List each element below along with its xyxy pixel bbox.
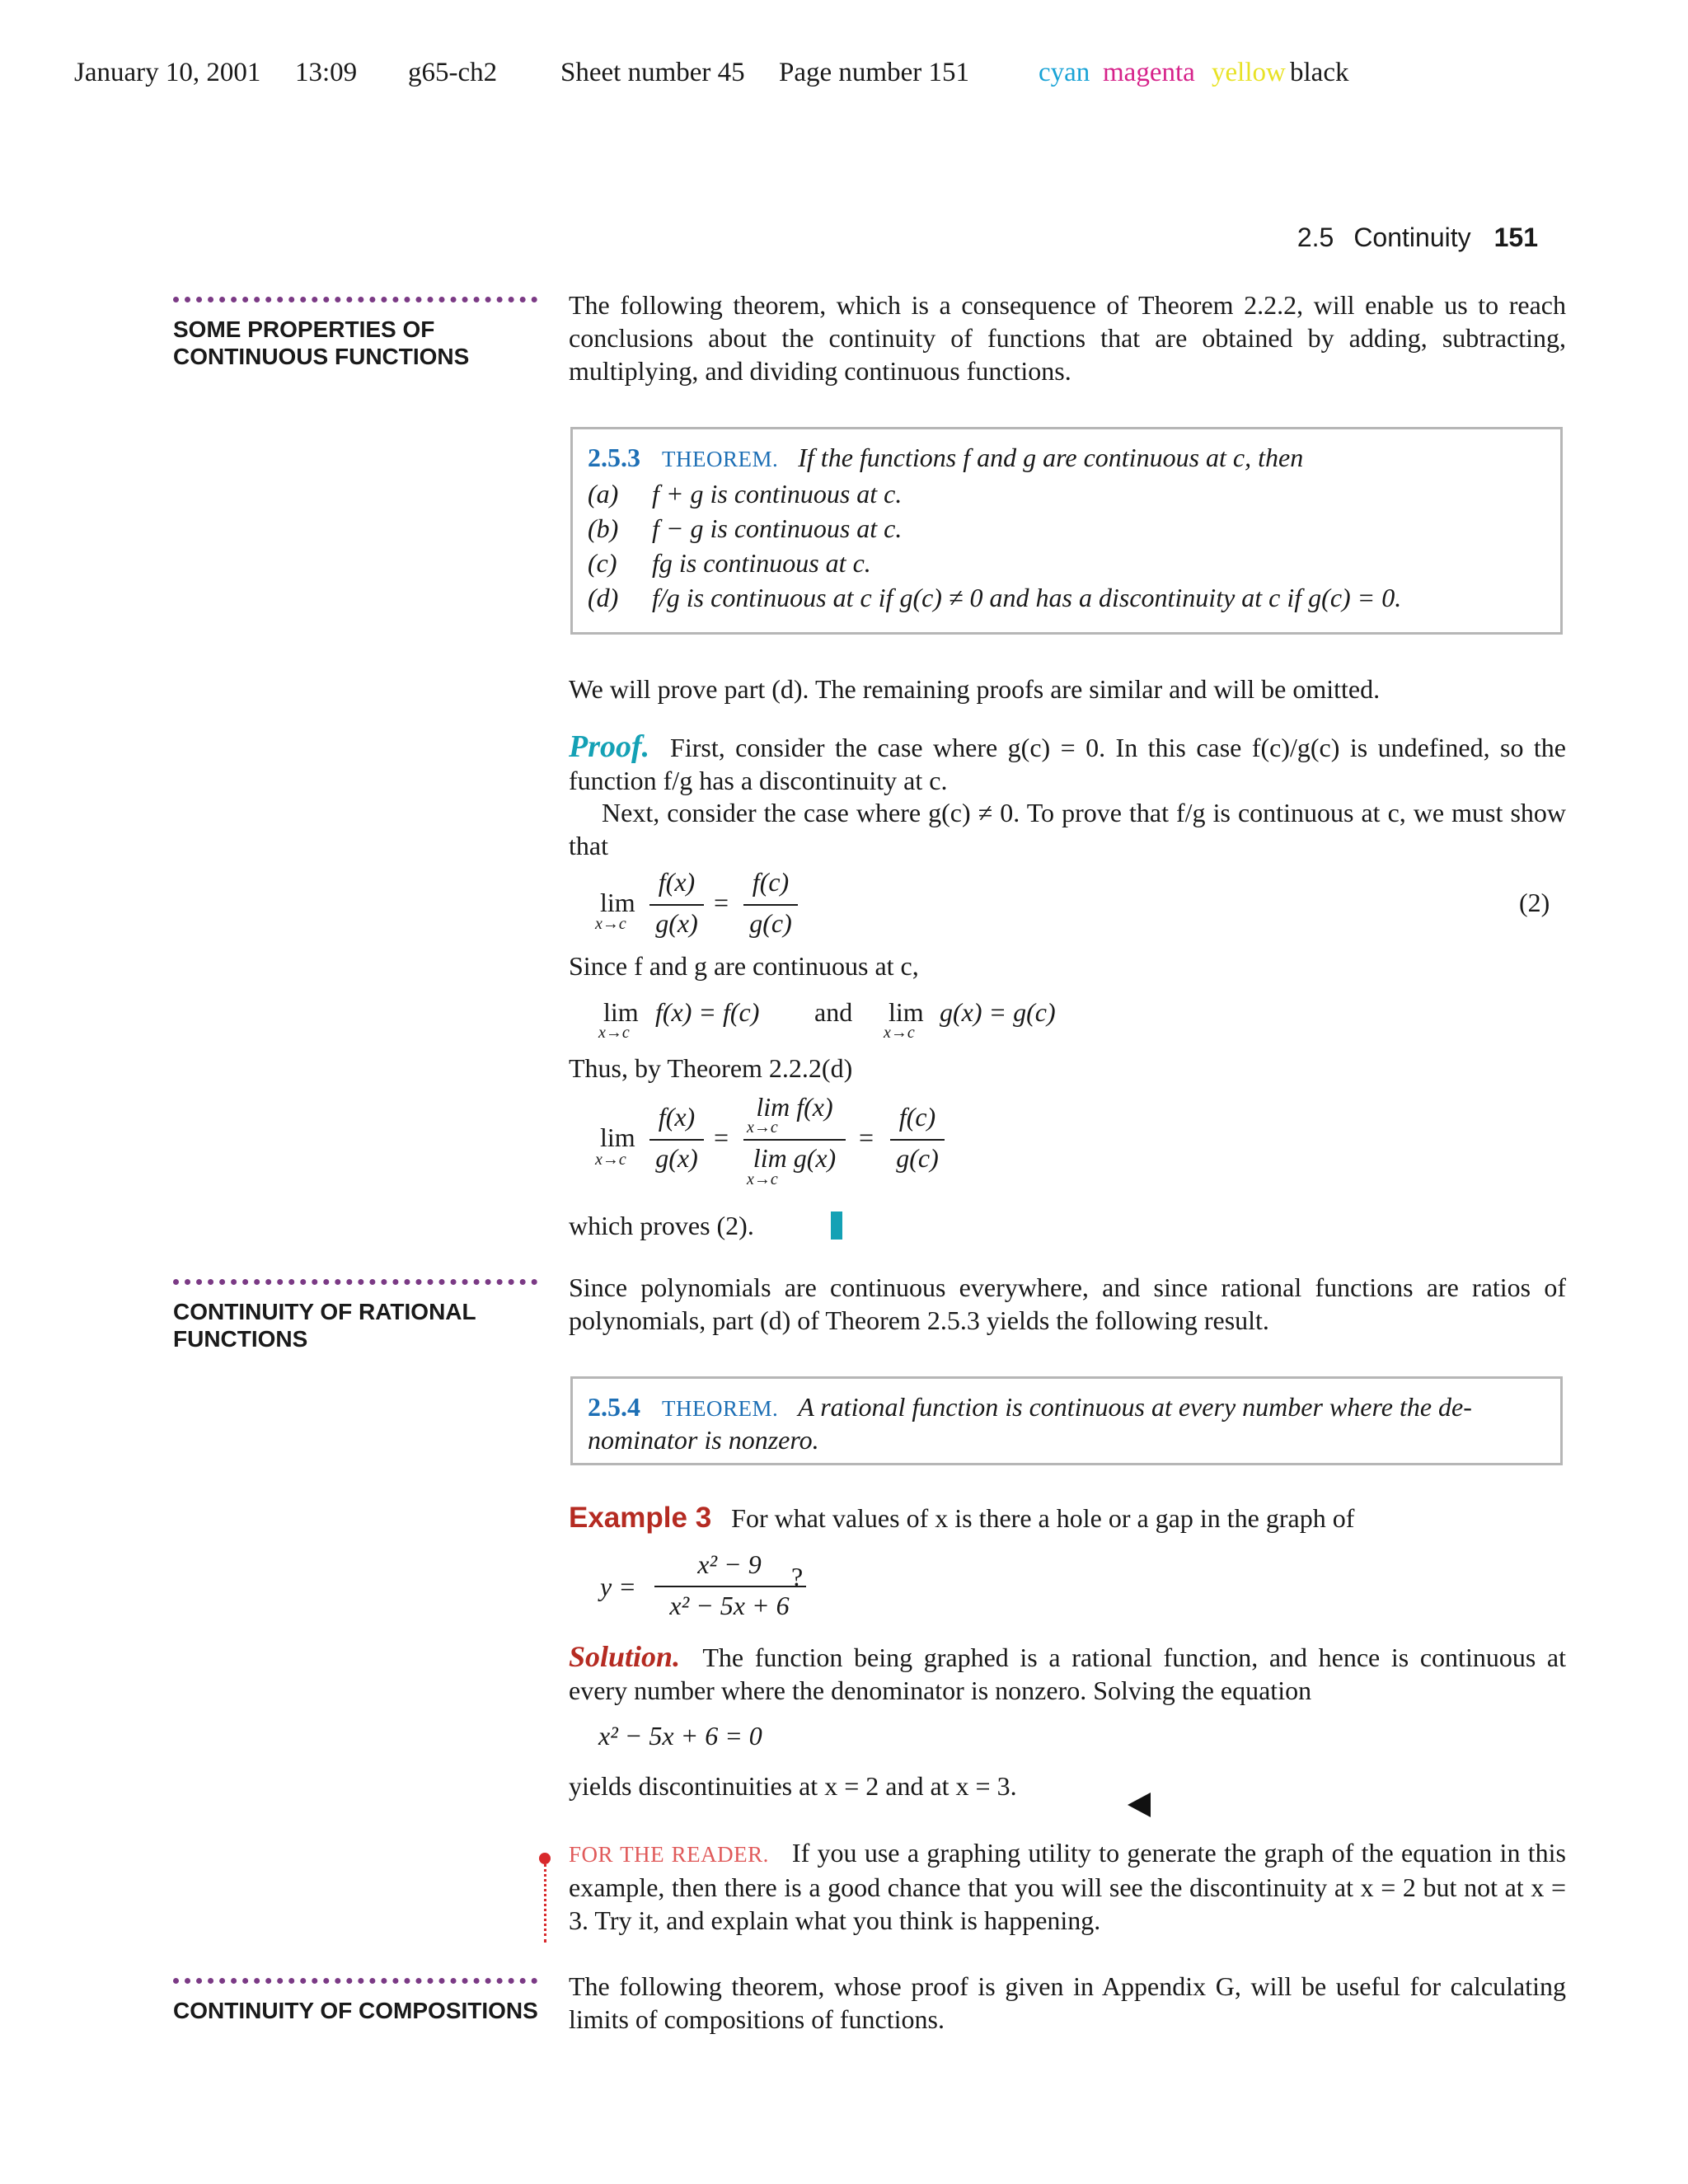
proof-closing: which proves (2). [569, 1211, 754, 1240]
theorem-number: 2.5.4 [588, 1392, 640, 1422]
lim-subscript: x→c [595, 915, 626, 933]
item-label: (a) [588, 479, 619, 509]
print-black: black [1290, 58, 1349, 87]
fraction-numerator: f(x) [658, 867, 696, 897]
print-sheet: Sheet number 45 [560, 58, 745, 87]
reader-text: If you use a graphing utility to generate the graph of the equation in this example, then there is a good chance that you will see the discontinuity at x = 2 but not at x = 3. Try it, and explain what you think is happening. [569, 1838, 1566, 1935]
fraction-denominator: g(c) [749, 908, 792, 938]
fraction-denominator: g(x) [655, 908, 698, 938]
proof-paragraph-1 [569, 730, 1566, 797]
margin-head-line: FUNCTIONS [173, 1326, 308, 1352]
margin-dots [173, 1279, 537, 1285]
theorem-keyword: THEOREM. [662, 447, 779, 471]
reader-marker-rule [544, 1858, 546, 1943]
print-date: January 10, 2001 [74, 58, 261, 87]
theorem-header [588, 443, 1303, 473]
margin-dots [173, 1978, 537, 1984]
print-file: g65-ch2 [408, 58, 498, 87]
example-question-text: For what values of x is there a hole or a gap in the graph of [731, 1503, 1355, 1533]
item-label: (b) [588, 513, 619, 543]
theorem-statement: If the functions f and g are continuous at c, then [798, 443, 1304, 472]
theorem-keyword: THEOREM. [662, 1396, 779, 1421]
lim-operator: lim [600, 888, 635, 917]
fraction-bar [890, 1139, 945, 1141]
for-the-reader [569, 1836, 1566, 1937]
lim-subscript: x→c [884, 1024, 915, 1042]
fraction-denominator: g(x) [655, 1143, 698, 1173]
section-title: Continuity [1353, 223, 1471, 252]
prove-part-d: We will prove part (d). The remaining proofs are similar and will be omitted. [569, 674, 1381, 704]
margin-head-line: CONTINUOUS FUNCTIONS [173, 344, 470, 369]
solution-text: The function being graphed is a rational function, and hence is continuous at every number where the denominator is nonzero. Solving the equation [569, 1643, 1567, 1705]
compositions-paragraph: The following theorem, whose proof is given in Appendix G, will be useful for calculating limits of compositions of functions. [569, 1971, 1566, 2034]
fraction-bar [743, 1139, 846, 1141]
intro-paragraph: The following theorem, which is a consequence of Theorem 2.2.2, will enable us to reach conclusions about the continuity of functions that are obtained by adding, subtracting, multiplying, and dividing continuous functions. [569, 290, 1566, 386]
item-label: (c) [588, 548, 617, 578]
lim-subscript: x→c [747, 1118, 778, 1137]
thus-line: Thus, by Theorem 2.2.2(d) [569, 1053, 853, 1083]
question-mark: ? [791, 1562, 804, 1591]
print-cyan: cyan [1039, 58, 1090, 87]
margin-head-rational [173, 1298, 552, 1352]
equals-sign: = [859, 1122, 874, 1152]
solution-paragraph [569, 1640, 1566, 1707]
fraction-bar [649, 1139, 704, 1141]
reader-label: FOR THE READER. [569, 1842, 769, 1867]
theorem-item [588, 513, 902, 544]
equals-sign: = [714, 888, 729, 917]
equation-quadratic: x² − 5x + 6 = 0 [598, 1721, 762, 1750]
item-text: f − g is continuous at c. [652, 513, 903, 543]
item-text: fg is continuous at c. [652, 548, 871, 578]
print-yellow: yellow [1212, 58, 1286, 87]
example-3-question [569, 1502, 1566, 1535]
proof-text: First, consider the case where g(c) = 0. In this case f(c)/g(c) is undefined, so the function f/g has a discontinuity at c. [569, 733, 1567, 795]
fraction-numerator: f(c) [898, 1102, 936, 1132]
fraction-denominator: x² − 5x + 6 [669, 1591, 790, 1620]
lim-subscript: x→c [598, 1024, 630, 1042]
item-label: (d) [588, 583, 619, 612]
margin-head-line: CONTINUITY OF RATIONAL [173, 1299, 476, 1324]
proof-label: Proof. [569, 729, 650, 764]
solution-label: Solution. [569, 1640, 681, 1673]
example-label: Example 3 [569, 1502, 712, 1534]
fraction-denominator: lim g(x) [753, 1143, 837, 1173]
since-line: Since f and g are continuous at c, [569, 951, 919, 981]
theorem-item [588, 479, 902, 509]
fraction-numerator: lim f(x) [756, 1092, 833, 1122]
lim-operator: lim [603, 997, 639, 1027]
lim-operator: lim [600, 1122, 635, 1152]
margin-head-compositions [173, 1997, 552, 2024]
fraction-bar [743, 904, 798, 906]
fraction-bar [654, 1586, 806, 1587]
theorem-item [588, 548, 871, 579]
limit-g: g(x) = g(c) [940, 997, 1056, 1027]
print-magenta: magenta [1103, 58, 1195, 87]
rational-paragraph: Since polynomials are continuous everywhere, and since rational functions are ratios of polynomials, part (d) of Theorem 2.5.3 yields the following result. [569, 1272, 1566, 1335]
margin-head-line: SOME PROPERTIES OF [173, 316, 435, 342]
margin-head-properties [173, 316, 552, 370]
fraction-numerator: f(x) [658, 1102, 696, 1132]
theorem-statement: A rational function is continuous at every number where the de- [798, 1392, 1472, 1422]
theorem-number: 2.5.3 [588, 443, 640, 472]
fraction-numerator: f(c) [752, 867, 790, 897]
page-number: 151 [1493, 223, 1538, 252]
print-time: 13:09 [295, 58, 358, 87]
end-of-proof-mark [831, 1212, 842, 1240]
item-text: f/g is continuous at c if g(c) ≠ 0 and has a discontinuity at c if g(c) = 0. [652, 583, 1402, 612]
fraction-numerator: x² − 9 [697, 1549, 762, 1579]
theorem-2-5-3-box [570, 427, 1563, 635]
margin-dots [173, 297, 537, 302]
item-text: f + g is continuous at c. [652, 479, 903, 509]
running-head [1297, 223, 1538, 253]
and-word: and [814, 997, 853, 1027]
print-page: Page number 151 [779, 58, 969, 87]
end-of-example-mark [1128, 1793, 1151, 1817]
proof-paragraph-2: Next, consider the case where g(c) ≠ 0. To prove that f/g is continuous at c, we must show that [569, 798, 1566, 860]
theorem-item [588, 583, 1401, 613]
equals-sign: = [714, 1122, 729, 1152]
fraction-bar [649, 904, 704, 906]
lim-operator: lim [889, 997, 924, 1027]
margin-head-line: CONTINUITY OF COMPOSITIONS [173, 1998, 538, 2023]
theorem-header [588, 1392, 1472, 1422]
section-number: 2.5 [1296, 223, 1334, 252]
fraction-denominator: g(c) [896, 1143, 939, 1173]
equation-tag: (2) [1519, 888, 1550, 917]
limit-f: f(x) = f(c) [655, 997, 760, 1027]
theorem-statement-cont: nominator is nonzero. [588, 1425, 819, 1455]
y-equals: y = [600, 1572, 636, 1601]
solution-result: yields discontinuities at x = 2 and at x = 3. [569, 1771, 1017, 1801]
lim-subscript: x→c [595, 1151, 626, 1169]
theorem-2-5-4-box [570, 1376, 1563, 1465]
lim-subscript: x→c [747, 1170, 778, 1188]
